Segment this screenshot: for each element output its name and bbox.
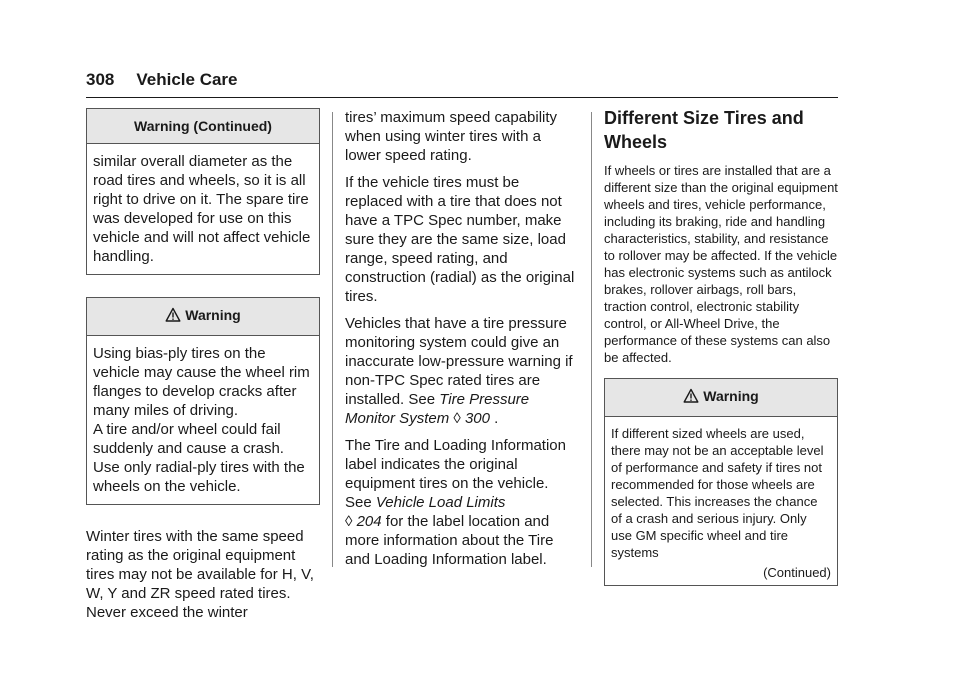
column-divider-1	[332, 112, 333, 567]
paragraph-tire-loading-label	[345, 436, 579, 569]
page-number: 308	[86, 70, 115, 89]
warning-line-3: Use only radial-ply tires with the wheels on the vehicle.	[93, 459, 305, 495]
section-title: Vehicle Care	[136, 70, 238, 89]
warning-box-continued	[86, 108, 320, 275]
warning-box-header	[605, 379, 837, 417]
column-1	[86, 108, 320, 630]
paragraph-tpc-spec: If the vehicle tires must be replaced with a tire that does not have a TPC Spec number, make sure they are the same size, load range, speed rating, and construction (radial) as the original tires.	[345, 174, 575, 305]
winter-tires-paragraph: Winter tires with the same speed rating as the original equipment tires may not be available for H, V, W, Y and ZR speed rated tires. Never exceed the winter	[86, 528, 314, 621]
warning-box-title: Warning	[703, 388, 759, 404]
section-heading: Different Size Tires and Wheels	[604, 108, 804, 152]
page-ref-204[interactable]: 204	[356, 513, 382, 530]
page-ref-arrow-icon: ◊	[345, 513, 353, 530]
warning-icon	[165, 307, 181, 326]
page-ref-300[interactable]: 300	[464, 410, 490, 427]
warning-icon	[683, 388, 699, 407]
page-header	[86, 70, 238, 90]
warning-box-different-size	[604, 378, 838, 586]
continued-label: (Continued)	[763, 565, 831, 580]
warning-box-title: Warning (Continued)	[87, 109, 319, 144]
paragraph-end: for the label location and more information about the Tire and Loading Information label.	[345, 513, 554, 568]
warning-box-body: similar overall diameter as the road tires and wheels, so it is all right to drive on it. The spare tire was developed for use on this vehicle and will not affect vehicle handling.	[93, 153, 311, 265]
paragraph-end: .	[490, 410, 499, 427]
page-ref-arrow-icon: ◊	[453, 410, 461, 427]
tire-pressure-monitor-link[interactable]: Tire Pressure Monitor System	[345, 391, 530, 427]
header-rule	[86, 97, 838, 98]
column-2	[345, 108, 579, 577]
column-divider-2	[591, 112, 592, 567]
paragraph-text: Vehicles that have a tire pressure monitoring system could give an inaccurate low-pressure warning if non-TPC Spec rated tires are installed. See	[345, 315, 573, 408]
warning-box-body	[87, 336, 319, 504]
warning-text: If different sized wheels are used, there may not be an acceptable level of performance and safety if tires not recommended for those wheels are selected. This increases the chance of a crash and serious injury. Only use GM specific wheel and tire systems	[611, 426, 824, 560]
warning-box-body	[605, 417, 837, 585]
paragraph-speed-capability: tires’ maximum speed capability when using winter tires with a lower speed rating.	[345, 109, 558, 164]
warning-box-header	[87, 298, 319, 336]
vehicle-load-limits-link[interactable]: Vehicle Load Limits	[375, 494, 506, 511]
warning-box-bias-ply	[86, 297, 320, 505]
different-size-paragraph: If wheels or tires are installed that are a different size than the original equipment wheels and tires, vehicle performance, including its braking, ride and handling characteristics, stability, and resistance to rollover may be affected. If the vehicle has electronic systems such as antilock brakes, rollover airbags, roll bars, traction control, electronic stability control, or All-Wheel Drive, the performance of these systems can also be affected.	[604, 163, 838, 365]
warning-box-title: Warning	[185, 307, 241, 323]
column-3	[604, 108, 838, 608]
warning-line-2: A tire and/or wheel could fail suddenly and cause a crash.	[93, 421, 284, 457]
paragraph-text: The Tire and Loading Information label indicates the original equipment tires on the vehicle. See	[345, 437, 566, 511]
warning-line-1: Using bias-ply tires on the vehicle may cause the wheel rim flanges to develop cracks after many miles of driving.	[93, 345, 310, 419]
paragraph-tpms	[345, 314, 579, 428]
